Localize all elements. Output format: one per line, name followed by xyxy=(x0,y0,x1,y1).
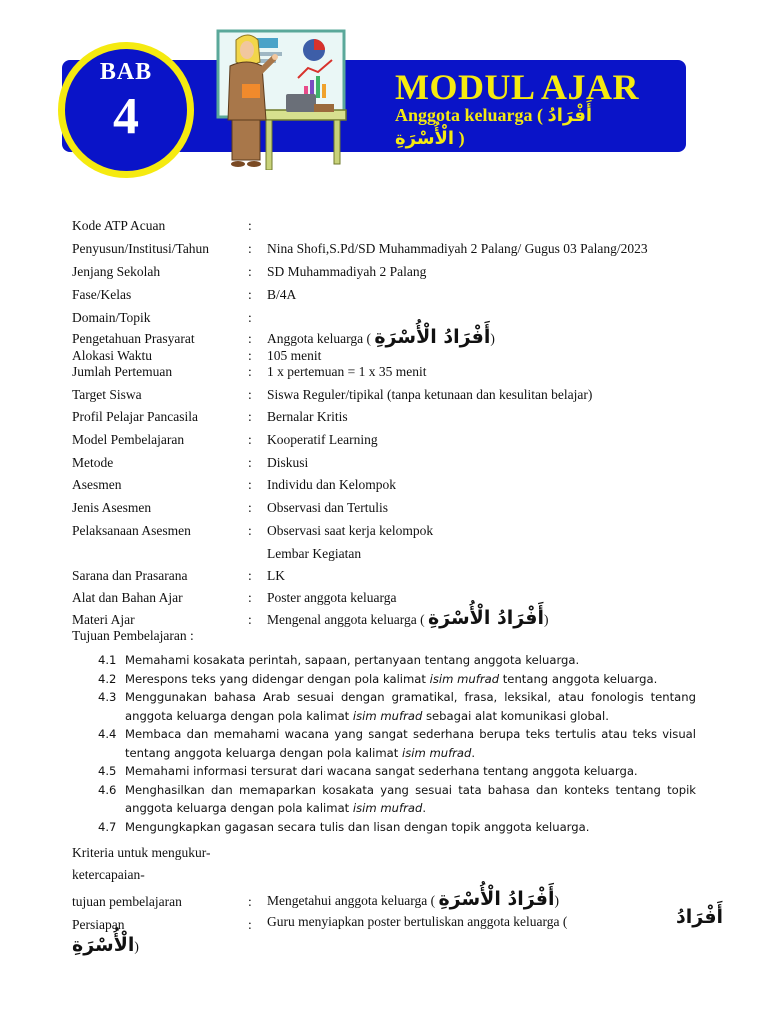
info-value-text: Anggota keluarga ( xyxy=(267,331,371,346)
objective-number: 4.2 xyxy=(98,671,117,686)
criteria-row xyxy=(72,894,182,910)
info-value-suffix: ) xyxy=(544,612,549,627)
info-colon: : xyxy=(248,500,252,515)
objective-text: Mengungkapkan gagasan secara tulis dan lisan dengan topik anggota keluarga. xyxy=(125,819,590,834)
objective-item xyxy=(98,688,696,725)
info-value: Nina Shofi,S.Pd/SD Muhammadiyah 2 Palang/ Gugus 03 Palang/2023 xyxy=(267,241,648,256)
info-colon: : xyxy=(248,287,252,302)
objective-number: 4.5 xyxy=(98,764,117,778)
objective-text: Menggunakan bahasa Arab sesuai dengan gramatikal, frasa, leksikal, atau fonologis tentang anggota keluarga dengan pola kalimat xyxy=(125,690,696,723)
objective-text: Menghasilkan dan memaparkan kosakata yang sesuai tata bahasa dan konteks tentang topik anggota keluarga dengan pola kalimat xyxy=(125,782,696,815)
criteria-value-suffix: ) xyxy=(554,893,559,908)
objective-term: isim mufrad xyxy=(352,801,423,815)
objective-item xyxy=(98,818,696,837)
objective-text: . xyxy=(422,801,427,815)
info-colon: : xyxy=(248,523,252,538)
objective-item xyxy=(98,781,696,818)
objective-text: Memahami kosakata perintah, sapaan, pertanyaan tentang anggota keluarga. xyxy=(125,653,580,667)
info-value: LK xyxy=(267,568,285,583)
page-title: MODUL AJAR xyxy=(395,67,640,107)
info-label: Target Siswa xyxy=(72,387,142,402)
criteria-value-arabic: أَفْرَادُ الْأُسْرَةِ xyxy=(438,888,555,910)
info-value: Poster anggota keluarga xyxy=(267,590,397,605)
objective-text: sebagai alat komunikasi global. xyxy=(422,708,609,723)
info-label: Alat dan Bahan Ajar xyxy=(72,590,183,605)
info-label: Penyusun/Institusi/Tahun xyxy=(72,241,210,256)
criteria-line-1: Kriteria untuk mengukur- xyxy=(72,845,211,860)
info-value xyxy=(267,326,495,348)
info-value: Observasi saat kerja kelompok xyxy=(267,523,434,538)
info-label: Jumlah Pertemuan xyxy=(72,364,173,379)
teacher-presentation-illustration xyxy=(214,28,354,170)
info-colon: : xyxy=(248,409,252,424)
preparation-arabic-part1: أَفْرَادُ xyxy=(676,906,724,928)
info-value: 1 x pertemuan = 1 x 35 menit xyxy=(267,364,427,379)
objective-number: 4.1 xyxy=(98,653,117,667)
info-colon: : xyxy=(248,477,252,492)
chapter-number: 4 xyxy=(113,88,139,145)
info-colon: : xyxy=(248,455,252,470)
info-value: Bernalar Kritis xyxy=(267,409,348,424)
info-value-arabic: أَفْرَادُ الْأُسْرَةِ xyxy=(427,607,544,629)
preparation-colon: : xyxy=(248,917,252,932)
info-colon: : xyxy=(248,264,252,279)
info-value: 105 menit xyxy=(267,348,322,363)
info-value: Kooperatif Learning xyxy=(267,432,378,447)
info-value: Lembar Kegiatan xyxy=(267,546,362,561)
chapter-label: BAB xyxy=(99,59,153,85)
criteria-label: tujuan pembelajaran xyxy=(72,894,182,909)
info-label: Materi Ajar xyxy=(72,612,135,627)
info-label: Pengetahuan Prasyarat xyxy=(72,331,195,346)
preparation-suffix: ) xyxy=(134,939,139,954)
objective-item xyxy=(98,725,696,762)
preparation-text: Guru menyiapkan poster bertuliskan anggota keluarga ( xyxy=(267,914,568,929)
info-label: Model Pembelajaran xyxy=(72,432,185,447)
info-colon: : xyxy=(248,387,252,402)
objective-number: 4.4 xyxy=(98,727,117,741)
info-value-text: Mengenal anggota keluarga ( xyxy=(267,612,425,627)
info-colon: : xyxy=(248,241,252,256)
chapter-badge xyxy=(58,42,194,178)
info-value: Observasi dan Tertulis xyxy=(267,500,389,515)
objective-item xyxy=(98,670,696,689)
objective-item xyxy=(98,762,696,781)
objective-text: . xyxy=(471,745,476,760)
info-colon: : xyxy=(248,590,252,605)
subtitle-suffix: ) xyxy=(458,128,465,148)
info-colon: : xyxy=(248,568,252,583)
page-subtitle xyxy=(395,104,655,150)
info-value: B/4A xyxy=(267,287,297,302)
info-value: SD Muhammadiyah 2 Palang xyxy=(267,264,427,279)
info-value xyxy=(267,607,549,629)
info-label: Jenjang Sekolah xyxy=(72,264,161,279)
info-colon: : xyxy=(248,218,252,233)
info-value: Siswa Reguler/tipikal (tanpa ketunaan dan kesulitan belajar) xyxy=(267,387,593,402)
info-label: Asesmen xyxy=(72,477,122,492)
info-label: Metode xyxy=(72,455,114,470)
info-label: Alokasi Waktu xyxy=(72,348,153,363)
objective-number: 4.3 xyxy=(98,690,117,704)
objective-text: Membaca dan memahami wacana yang sangat sederhana berupa teks tertulis atau teks visual tentang anggota keluarga dengan pola kalimat xyxy=(125,727,696,760)
objective-term: isim mufrad xyxy=(401,745,472,760)
info-colon: : xyxy=(248,348,252,363)
objectives-heading: Tujuan Pembelajaran : xyxy=(72,628,194,643)
info-label: Domain/Topik xyxy=(72,310,151,325)
criteria-value xyxy=(267,888,559,910)
preparation-arabic-wrap: الْأُسْرَةِ) xyxy=(72,934,139,956)
criteria-colon: : xyxy=(248,894,252,909)
info-label: Jenis Asesmen xyxy=(72,500,152,515)
criteria-value-text: Mengetahui anggota keluarga ( xyxy=(267,893,436,908)
info-colon: : xyxy=(248,612,252,627)
preparation-value xyxy=(267,912,697,932)
criteria-line-2: ketercapaian- xyxy=(72,867,145,882)
objective-number: 4.6 xyxy=(98,782,117,797)
objective-text: Memahami informasi tersurat dari wacana sangat sederhana tentang anggota keluarga. xyxy=(125,764,638,778)
info-label: Fase/Kelas xyxy=(72,287,132,302)
info-label: Profil Pelajar Pancasila xyxy=(72,409,198,424)
objective-number: 4.7 xyxy=(98,819,117,834)
subtitle-arabic: أَفْرَادُ الْأُسْرَةِ xyxy=(395,105,593,149)
objective-item xyxy=(98,651,696,670)
info-label: Sarana dan Prasarana xyxy=(72,568,188,583)
preparation-label: Persiapan xyxy=(72,917,125,932)
info-value: Individu dan Kelompok xyxy=(267,477,396,492)
objectives-list xyxy=(98,651,696,836)
objective-text: tentang anggota keluarga. xyxy=(499,671,658,686)
subtitle-text: Anggota keluarga ( xyxy=(395,105,543,125)
info-label: Kode ATP Acuan xyxy=(72,218,166,233)
info-colon: : xyxy=(248,364,252,379)
info-colon: : xyxy=(248,310,252,325)
objective-text: Merespons teks yang didengar dengan pola kalimat xyxy=(125,671,430,686)
info-colon: : xyxy=(248,331,252,346)
info-value-arabic: أَفْرَادُ الْأُسْرَةِ xyxy=(374,326,491,348)
info-colon: : xyxy=(248,432,252,447)
info-label: Pelaksanaan Asesmen xyxy=(72,523,191,538)
info-value: Diskusi xyxy=(267,455,309,470)
info-value-suffix: ) xyxy=(490,331,495,346)
objective-term: isim mufrad xyxy=(429,671,500,686)
objective-term: isim mufrad xyxy=(352,708,423,723)
